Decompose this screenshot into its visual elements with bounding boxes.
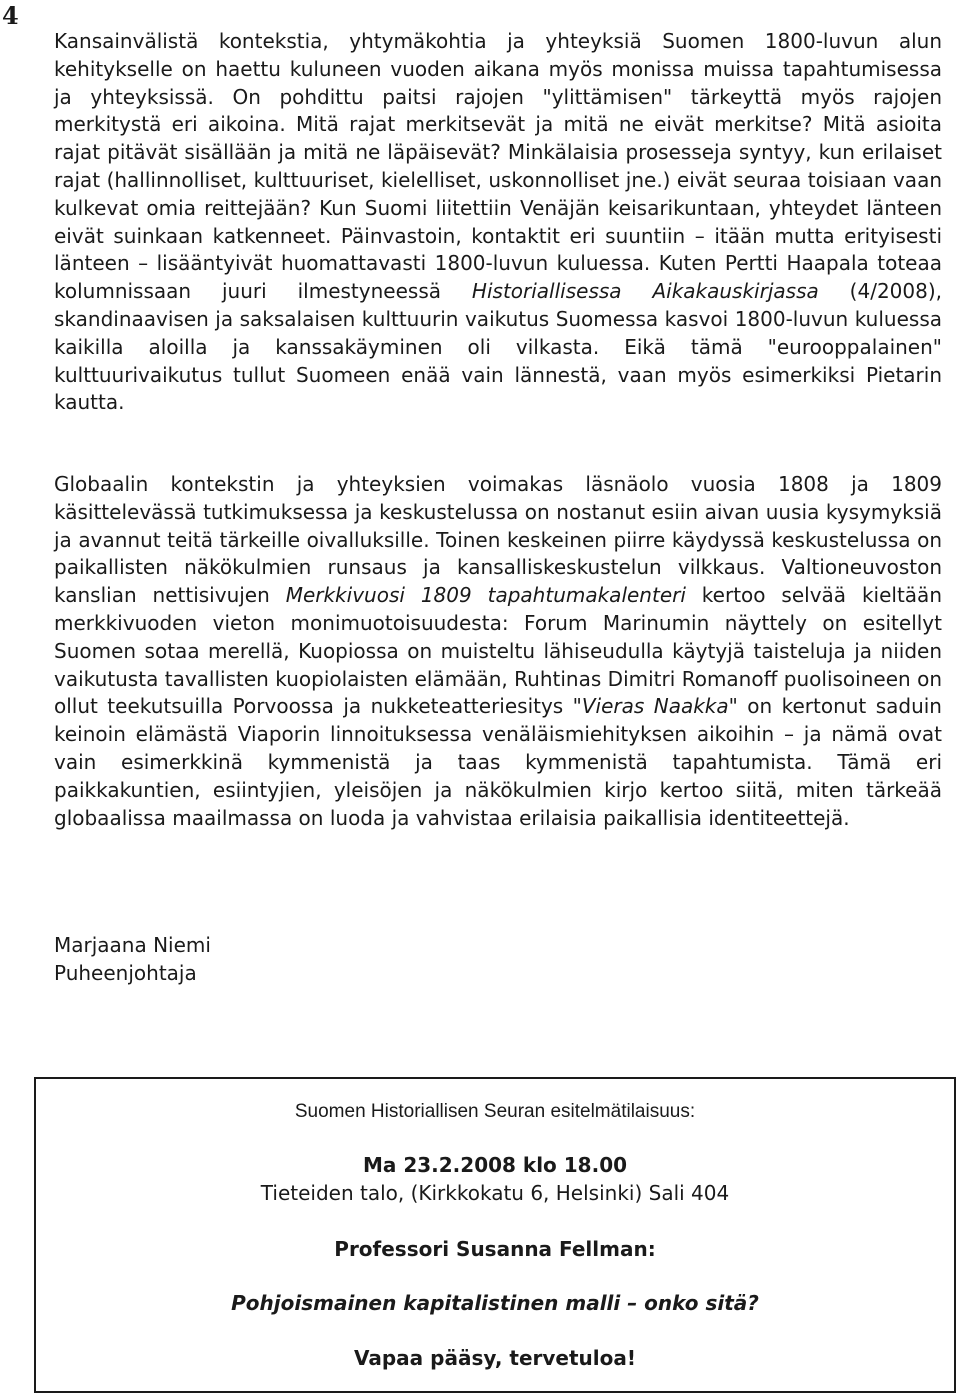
notice-date: Ma 23.2.2008 klo 18.00 <box>362 1153 628 1177</box>
paragraph-2-text-b: kertoo selvää kieltään merkkivuoden vieton monimuotoisuudesta: Forum Marinumin näyttely on esitellyt Suomen sotaa merellä, Kuopiossa on muisteltu lähiseudulla käytyjä taisteluja ja niiden vaikutusta tavallisten kuopiolaisten elämään, Ruhtinas Dimitri Romanoff puolisoineen on ollut teekutsuilla Porvoossa ja nukketeatteriesitys " <box>54 583 942 719</box>
notice-heading: Suomen Historiallisen Seuran esitelmätilaisuus: <box>294 1101 696 1122</box>
signature-title: Puheenjohtaja <box>54 960 197 985</box>
page-number: 4 <box>2 1 19 30</box>
notice-speaker: Professori Susanna Fellman: <box>334 1237 656 1261</box>
paragraph-2-text-a: Globaalin kontekstin ja yhteyksien voimakas läsnäolo vuosia 1808 ja 1809 käsittelevässä tutkimuksessa ja keskustelussa on nostanut esiin aivan uusia kysymyksiä ja avannut teitä tärkeille oivalluksille. Toinen keskeinen piirre käydyssä keskustelussa on paikallisten näkökulmien runsaus ja kansalliskeskustelun vilkkaus. Valtioneuvoston kanslian nettisivujen <box>54 472 942 608</box>
paragraph-1-text-b: (4/2008), skandinaavisen ja saksalaisen kulttuurin vaikutus Suomessa kasvoi 1800-luvun kuluessa kaikilla aloilla ja kanssakäyminen oli vilkasta. Eikä tämä "eurooppalainen" kulttuurivaikutus tullut Suomeen enää vain lännestä, vaan myös esimerkiksi Pietarin kautta. <box>54 279 942 415</box>
notice-topic: Pohjoismainen kapitalistinen malli – onko sitä? <box>231 1291 759 1315</box>
event-notice-box <box>34 1077 956 1393</box>
paragraph-1 <box>54 28 942 417</box>
signature <box>54 932 211 988</box>
paragraph-2-italic-play: Vieras Naakka <box>581 694 729 719</box>
paragraph-2-text-c: " on kertonut saduin keinoin elämästä Viaporin linnoituksessa venäläismiehityksen aikoihin – ja nämä ovat vain esimerkkinä kymmenistä ja taas kymmenistä tapahtumista. Tämä eri paikkakuntien, esiintyjien, yleisöjen ja näkökulmien kirjo kertoo siitä, miten tärkeää globaalissa maailmassa on luoda ja vahvistaa erilaisia paikallisia identiteettejä. <box>54 694 942 830</box>
paragraph-2-italic-calendar: Merkkivuosi 1809 tapahtumakalenteri <box>285 583 686 608</box>
paragraph-1-text-a: Kansainvälistä kontekstia, yhtymäkohtia ja yhteyksiä Suomen 1800-luvun alun kehitykselle on haettu kuluneen vuoden aikana myös monissa muissa tapahtumisessa ja yhteyksissä. On pohdittu paitsi rajojen "ylittämisen" tärkeyttä myös rajojen merkitystä eri aikoina. Mitä rajat merkitsevät ja mitä ne eivät merkitse? Mitä asioita rajat pitävät sisällään ja mitä ne läpäisevät? Minkälaisia prosesseja syntyy, kun erilaiset rajat (hallinnolliset, kulttuuriset, kielelliset, uskonnolliset jne.) eivät seuraa toisiaan vaan kulkevat omia reittejään? Kun Suomi liitettiin Venäjän keisarikuntaan, yhteydet länteen eivät suinkaan katkenneet. Päinvastoin, kontaktit eri suuntiin – itään mutta erityisesti länteen – lisääntyivät huomattavasti 1800-luvun kuluessa. Kuten Pertti Haapala toteaa kolumnissaan juuri ilmestyneessä <box>54 29 942 304</box>
notice-place: Tieteiden talo, (Kirkkokatu 6, Helsinki) Sali 404 <box>260 1181 730 1205</box>
paragraph-1-italic-journal: Historiallisessa Aikakauskirjassa <box>471 279 819 304</box>
signature-name: Marjaana Niemi <box>54 933 211 957</box>
paragraph-2 <box>54 471 942 832</box>
notice-welcome: Vapaa pääsy, tervetuloa! <box>353 1346 636 1370</box>
